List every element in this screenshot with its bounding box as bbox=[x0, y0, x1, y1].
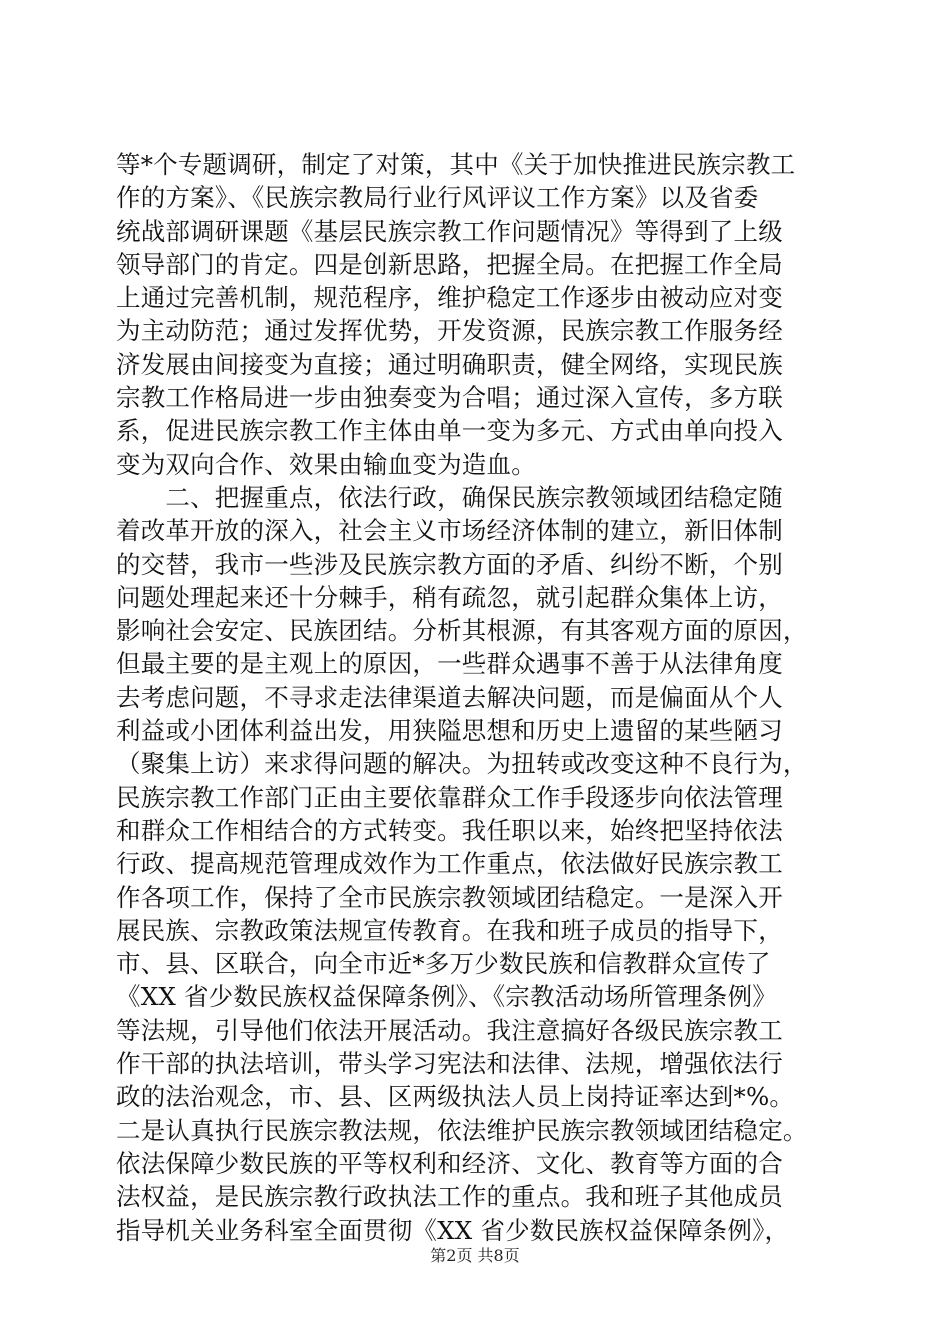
text-line: 依法保障少数民族的平等权利和经济、文化、教育等方面的合 bbox=[116, 1148, 783, 1178]
page-number: 第2页 共8页 bbox=[430, 1246, 520, 1265]
text-line: 等法规，引导他们依法开展活动。我注意搞好各级民族宗教工 bbox=[116, 1015, 783, 1045]
text-line: 政的法治观念，市、县、区两级执法人员上岗持证率达到*%。 bbox=[116, 1082, 795, 1112]
text-line: 变为双向合作、效果由输血变为造血。 bbox=[116, 449, 536, 479]
text-line: 的交替，我市一些涉及民族宗教方面的矛盾、纠纷不断，个别 bbox=[116, 549, 783, 579]
text-line: 利益或小团体利益出发，用狭隘思想和历史上遗留的某些陋习 bbox=[116, 716, 783, 746]
text-line: 但最主要的是主观上的原因，一些群众遇事不善于从法律角度 bbox=[116, 649, 783, 679]
text-line: 作各项工作，保持了全市民族宗教领域团结稳定。一是深入开 bbox=[116, 882, 783, 912]
text-line: 宗教工作格局进一步由独奏变为合唱；通过深入宣传，多方联 bbox=[116, 383, 783, 413]
text-line: 去考虑问题，不寻求走法律渠道去解决问题，而是偏面从个人 bbox=[116, 682, 783, 712]
text-line: 民族宗教工作部门正由主要依靠群众工作手段逐步向依法管理 bbox=[116, 782, 783, 812]
text-line: 济发展由间接变为直接；通过明确职责，健全网络，实现民族 bbox=[116, 349, 783, 379]
text-line: 展民族、宗教政策法规宣传教育。在我和班子成员的指导下， bbox=[116, 915, 783, 945]
text-line: 上通过完善机制，规范程序，维护稳定工作逐步由被动应对变 bbox=[116, 283, 783, 313]
text-line: 作干部的执法培训，带头学习宪法和法律、法规，增强依法行 bbox=[116, 1049, 783, 1079]
text-line: 系，促进民族宗教工作主体由单一变为多元、方式由单向投入 bbox=[116, 416, 783, 446]
text-line: 等*个专题调研，制定了对策，其中《关于加快推进民族宗教工 bbox=[116, 150, 796, 179]
text-line: 二是认真执行民族宗教法规，依法维护民族宗教领域团结稳定。 bbox=[116, 1115, 808, 1145]
text-line: 为主动防范；通过发挥优势，开发资源，民族宗教工作服务经 bbox=[116, 316, 783, 346]
text-line: 问题处理起来还十分棘手，稍有疏忽，就引起群众集体上访， bbox=[116, 582, 783, 612]
text-line: 着改革开放的深入，社会主义市场经济体制的建立，新旧体制 bbox=[116, 516, 783, 546]
text-line: 市、县、区联合，向全市近*多万少数民族和信教群众宣传了 bbox=[116, 949, 771, 979]
text-line: 法权益，是民族宗教行政执法工作的重点。我和班子其他成员 bbox=[116, 1182, 783, 1212]
text-line: 指导机关业务科室全面贯彻《XX 省少数民族权益保障条例》， bbox=[116, 1215, 790, 1245]
text-line: 作的方案》、《民族宗教局行业行风评议工作方案》以及省委 bbox=[116, 183, 759, 213]
text-line: 影响社会安定、民族团结。分析其根源，有其客观方面的原因， bbox=[116, 616, 808, 646]
text-line: 行政、提高规范管理成效作为工作重点，依法做好民族宗教工 bbox=[116, 849, 783, 879]
text-line: 和群众工作相结合的方式转变。我任职以来，始终把坚持依法 bbox=[116, 815, 783, 845]
section-heading-line: 二、把握重点，依法行政，确保民族宗教领域团结稳定随 bbox=[116, 482, 783, 512]
page-footer bbox=[0, 1246, 950, 1266]
text-line: 领导部门的肯定。四是创新思路，把握全局。在把握工作全局 bbox=[116, 249, 783, 279]
body-text bbox=[116, 148, 846, 1247]
text-line: 《XX 省少数民族权益保障条例》、《宗教活动场所管理条例》 bbox=[116, 982, 777, 1012]
text-line: （聚集上访）来求得问题的解决。为扭转或改变这种不良行为， bbox=[116, 749, 808, 779]
text-line: 统战部调研课题《基层民族宗教工作问题情况》等得到了上级 bbox=[116, 216, 783, 246]
